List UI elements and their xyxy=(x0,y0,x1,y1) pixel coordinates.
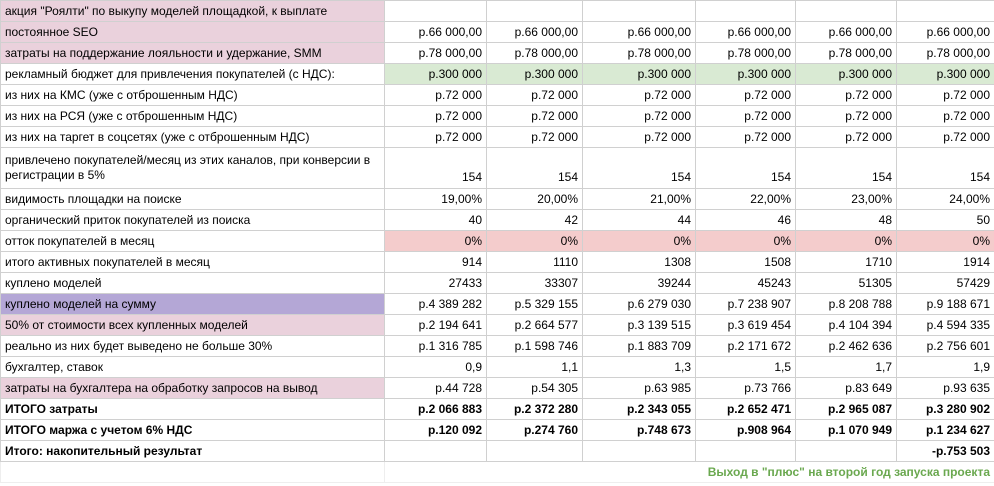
value-cell[interactable]: р.8 208 788 xyxy=(796,294,897,315)
value-cell[interactable]: 0% xyxy=(897,231,994,252)
row-label-cell[interactable]: 50% от стоимости всех купленных моделей xyxy=(1,315,385,336)
row-label-cell[interactable]: органический приток покупателей из поиска xyxy=(1,210,385,231)
value-cell[interactable]: р.6 279 030 xyxy=(583,294,696,315)
row-label-cell[interactable]: ИТОГО маржа с учетом 6% НДС xyxy=(1,420,385,441)
value-cell[interactable]: р.2 756 601 xyxy=(897,336,994,357)
value-cell[interactable]: р.1 883 709 xyxy=(583,336,696,357)
value-cell[interactable]: 914 xyxy=(385,252,487,273)
table-row xyxy=(1,85,994,106)
row-label-cell[interactable]: итого активных покупателей в месяц xyxy=(1,252,385,273)
value-cell[interactable]: р.2 171 672 xyxy=(696,336,796,357)
value-cell[interactable]: р.908 964 xyxy=(696,420,796,441)
table-row xyxy=(1,357,994,378)
row-label-cell[interactable]: привлечено покупателей/месяц из этих каналов, при конверсии в регистрации в 5% xyxy=(1,148,385,189)
value-cell[interactable]: р.3 619 454 xyxy=(696,315,796,336)
value-cell[interactable]: р.274 760 xyxy=(487,420,583,441)
value-cell[interactable]: 1,5 xyxy=(696,357,796,378)
value-cell[interactable]: 0% xyxy=(696,231,796,252)
value-cell[interactable]: р.83 649 xyxy=(796,378,897,399)
value-cell[interactable]: -р.753 503 xyxy=(897,441,994,462)
table-row xyxy=(1,252,994,273)
value-cell[interactable] xyxy=(385,1,487,22)
value-cell[interactable]: р.78 000,00 xyxy=(897,43,994,64)
value-cell[interactable] xyxy=(696,1,796,22)
value-cell[interactable]: 22,00% xyxy=(696,189,796,210)
value-cell[interactable]: р.2 372 280 xyxy=(487,399,583,420)
table-row xyxy=(1,399,994,420)
value-cell[interactable]: 154 xyxy=(796,148,897,189)
value-cell[interactable]: р.3 280 902 xyxy=(897,399,994,420)
value-cell[interactable]: 23,00% xyxy=(796,189,897,210)
value-cell[interactable] xyxy=(487,1,583,22)
table-row xyxy=(1,336,994,357)
value-cell[interactable]: р.78 000,00 xyxy=(487,43,583,64)
row-label-cell[interactable]: из них на таргет в соцсетях (уже с отброшенным НДС) xyxy=(1,127,385,148)
value-cell[interactable]: 154 xyxy=(583,148,696,189)
value-cell[interactable] xyxy=(796,441,897,462)
row-label-cell[interactable]: затраты на бухгалтера на обработку запросов на вывод xyxy=(1,378,385,399)
value-cell[interactable]: р.72 000 xyxy=(487,106,583,127)
value-cell[interactable]: р.72 000 xyxy=(487,85,583,106)
value-cell[interactable]: р.2 652 471 xyxy=(696,399,796,420)
value-cell[interactable]: 50 xyxy=(897,210,994,231)
value-cell[interactable]: р.4 389 282 xyxy=(385,294,487,315)
value-cell[interactable]: р.66 000,00 xyxy=(487,22,583,43)
value-cell[interactable]: р.72 000 xyxy=(897,127,994,148)
value-cell[interactable]: р.73 766 xyxy=(696,378,796,399)
value-cell[interactable]: 1,9 xyxy=(897,357,994,378)
value-cell[interactable]: р.72 000 xyxy=(897,106,994,127)
value-cell[interactable]: р.54 305 xyxy=(487,378,583,399)
value-cell[interactable]: р.300 000 xyxy=(897,64,994,85)
value-cell[interactable]: р.72 000 xyxy=(385,85,487,106)
table-row xyxy=(1,315,994,336)
table-row xyxy=(1,22,994,43)
value-cell[interactable]: р.300 000 xyxy=(487,64,583,85)
value-cell[interactable]: 1110 xyxy=(487,252,583,273)
value-cell[interactable]: р.748 673 xyxy=(583,420,696,441)
value-cell[interactable]: р.66 000,00 xyxy=(385,22,487,43)
value-cell[interactable]: р.2 664 577 xyxy=(487,315,583,336)
value-cell[interactable]: р.2 965 087 xyxy=(796,399,897,420)
value-cell[interactable] xyxy=(897,1,994,22)
value-cell[interactable]: р.72 000 xyxy=(796,127,897,148)
value-cell[interactable]: 33307 xyxy=(487,273,583,294)
value-cell[interactable]: 1,3 xyxy=(583,357,696,378)
table-row xyxy=(1,106,994,127)
row-label-cell[interactable]: из них на КМС (уже с отброшенным НДС) xyxy=(1,85,385,106)
table-row xyxy=(1,294,994,315)
row-label-cell[interactable]: бухгалтер, ставок xyxy=(1,357,385,378)
value-cell[interactable]: р.2 066 883 xyxy=(385,399,487,420)
value-cell[interactable]: р.300 000 xyxy=(385,64,487,85)
row-label-cell[interactable]: реально из них будет выведено не больше 30% xyxy=(1,336,385,357)
value-cell[interactable]: р.9 188 671 xyxy=(897,294,994,315)
value-cell[interactable]: р.4 104 394 xyxy=(796,315,897,336)
value-cell[interactable]: 51305 xyxy=(796,273,897,294)
value-cell[interactable]: р.63 985 xyxy=(583,378,696,399)
value-cell[interactable]: 0% xyxy=(796,231,897,252)
value-cell[interactable]: р.120 092 xyxy=(385,420,487,441)
table-row xyxy=(1,43,994,64)
value-cell[interactable]: 154 xyxy=(696,148,796,189)
row-label-cell[interactable]: постоянное SEO xyxy=(1,22,385,43)
table-row xyxy=(1,127,994,148)
row-label-cell[interactable]: отток покупателей в месяц xyxy=(1,231,385,252)
table-row xyxy=(1,189,994,210)
value-cell[interactable]: р.72 000 xyxy=(385,106,487,127)
value-cell[interactable]: р.78 000,00 xyxy=(696,43,796,64)
value-cell[interactable]: 154 xyxy=(487,148,583,189)
value-cell[interactable]: р.72 000 xyxy=(796,85,897,106)
table-row xyxy=(1,420,994,441)
value-cell[interactable]: р.2 343 055 xyxy=(583,399,696,420)
value-cell[interactable]: р.66 000,00 xyxy=(897,22,994,43)
value-cell[interactable]: р.72 000 xyxy=(583,85,696,106)
value-cell[interactable]: р.1 070 949 xyxy=(796,420,897,441)
value-cell[interactable]: р.5 329 155 xyxy=(487,294,583,315)
value-cell[interactable]: 57429 xyxy=(897,273,994,294)
row-label-cell[interactable]: из них на РСЯ (уже с отброшенным НДС) xyxy=(1,106,385,127)
value-cell[interactable]: 45243 xyxy=(696,273,796,294)
value-cell[interactable]: р.93 635 xyxy=(897,378,994,399)
value-cell[interactable]: 1308 xyxy=(583,252,696,273)
row-label-cell[interactable]: Итого: накопительный результат xyxy=(1,441,385,462)
value-cell[interactable]: 0% xyxy=(583,231,696,252)
table-row xyxy=(1,1,994,22)
value-cell[interactable]: р.1 598 746 xyxy=(487,336,583,357)
value-cell[interactable]: 0% xyxy=(385,231,487,252)
value-cell[interactable]: 0,9 xyxy=(385,357,487,378)
value-cell[interactable]: 39244 xyxy=(583,273,696,294)
value-cell[interactable]: 19,00% xyxy=(385,189,487,210)
value-cell[interactable]: р.78 000,00 xyxy=(583,43,696,64)
value-cell[interactable]: р.7 238 907 xyxy=(696,294,796,315)
value-cell[interactable]: р.66 000,00 xyxy=(583,22,696,43)
value-cell[interactable]: р.300 000 xyxy=(796,64,897,85)
value-cell[interactable]: 0% xyxy=(487,231,583,252)
value-cell[interactable] xyxy=(487,441,583,462)
row-label-cell[interactable]: куплено моделей xyxy=(1,273,385,294)
value-cell[interactable]: 154 xyxy=(897,148,994,189)
value-cell[interactable] xyxy=(696,441,796,462)
value-cell[interactable]: р.72 000 xyxy=(583,106,696,127)
value-cell[interactable]: р.72 000 xyxy=(583,127,696,148)
row-label-cell[interactable]: куплено моделей на сумму xyxy=(1,294,385,315)
value-cell[interactable]: 42 xyxy=(487,210,583,231)
value-cell[interactable] xyxy=(796,1,897,22)
value-cell[interactable] xyxy=(583,1,696,22)
value-cell[interactable]: р.72 000 xyxy=(385,127,487,148)
row-label-cell[interactable]: акция "Роялти" по выкупу моделей площадкой, к выплате xyxy=(1,1,385,22)
value-cell[interactable]: р.78 000,00 xyxy=(796,43,897,64)
row-label-cell[interactable]: затраты на поддержание лояльности и удержание, SMM xyxy=(1,43,385,64)
value-cell[interactable]: 1,7 xyxy=(796,357,897,378)
value-cell[interactable]: р.44 728 xyxy=(385,378,487,399)
value-cell[interactable]: р.66 000,00 xyxy=(796,22,897,43)
value-cell[interactable] xyxy=(583,441,696,462)
value-cell[interactable] xyxy=(385,441,487,462)
value-cell[interactable]: 44 xyxy=(583,210,696,231)
value-cell[interactable]: 48 xyxy=(796,210,897,231)
value-cell[interactable]: р.300 000 xyxy=(696,64,796,85)
value-cell[interactable]: р.66 000,00 xyxy=(696,22,796,43)
value-cell[interactable]: р.1 316 785 xyxy=(385,336,487,357)
value-cell[interactable]: р.2 462 636 xyxy=(796,336,897,357)
value-cell[interactable]: р.72 000 xyxy=(897,85,994,106)
value-cell[interactable]: 20,00% xyxy=(487,189,583,210)
table-row xyxy=(1,148,994,189)
footer-note-cell[interactable]: Выход в "плюс" на второй год запуска проекта xyxy=(385,462,994,483)
value-cell[interactable]: 1508 xyxy=(696,252,796,273)
table-row xyxy=(1,441,994,462)
footer-row xyxy=(1,462,994,483)
value-cell[interactable]: р.72 000 xyxy=(696,106,796,127)
value-cell[interactable]: 24,00% xyxy=(897,189,994,210)
value-cell[interactable]: р.72 000 xyxy=(796,106,897,127)
value-cell[interactable]: 21,00% xyxy=(583,189,696,210)
value-cell[interactable]: р.4 594 335 xyxy=(897,315,994,336)
value-cell[interactable]: р.1 234 627 xyxy=(897,420,994,441)
value-cell[interactable]: 40 xyxy=(385,210,487,231)
row-label-cell[interactable]: видимость площадки на поиске xyxy=(1,189,385,210)
table-row xyxy=(1,64,994,85)
value-cell[interactable]: р.72 000 xyxy=(487,127,583,148)
value-cell[interactable]: р.72 000 xyxy=(696,85,796,106)
row-label-cell[interactable]: ИТОГО затраты xyxy=(1,399,385,420)
value-cell[interactable]: р.78 000,00 xyxy=(385,43,487,64)
table-row xyxy=(1,378,994,399)
table-row xyxy=(1,231,994,252)
table-row xyxy=(1,273,994,294)
value-cell[interactable]: р.300 000 xyxy=(583,64,696,85)
value-cell[interactable]: р.3 139 515 xyxy=(583,315,696,336)
table-row xyxy=(1,210,994,231)
row-label-cell[interactable]: рекламный бюджет для привлечения покупателей (с НДС): xyxy=(1,64,385,85)
value-cell[interactable]: 46 xyxy=(696,210,796,231)
value-cell[interactable]: р.72 000 xyxy=(696,127,796,148)
value-cell[interactable]: р.2 194 641 xyxy=(385,315,487,336)
value-cell[interactable]: 1914 xyxy=(897,252,994,273)
value-cell[interactable]: 154 xyxy=(385,148,487,189)
value-cell[interactable]: 1,1 xyxy=(487,357,583,378)
value-cell[interactable]: 27433 xyxy=(385,273,487,294)
value-cell[interactable]: 1710 xyxy=(796,252,897,273)
